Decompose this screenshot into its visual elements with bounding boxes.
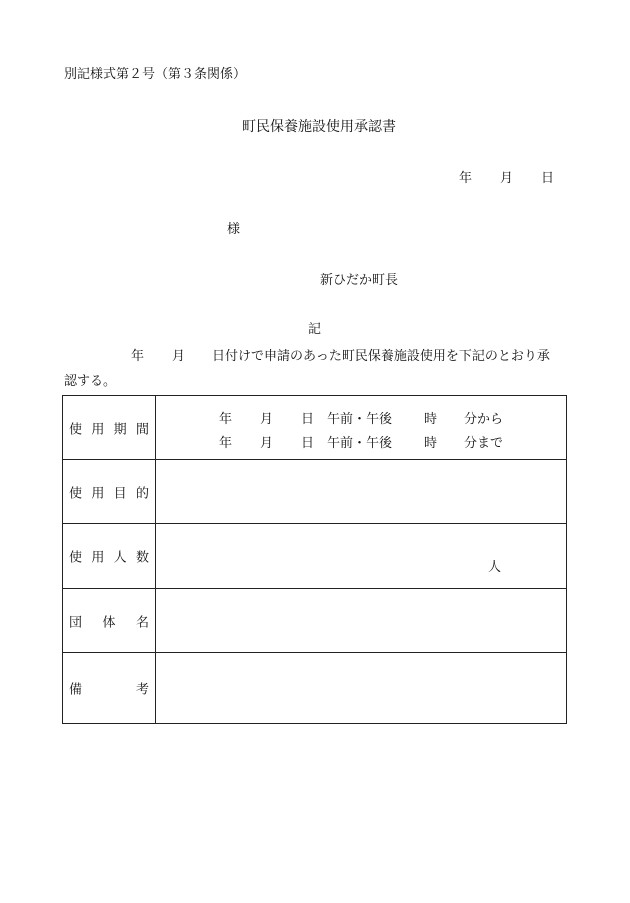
count-label-cell bbox=[63, 524, 156, 589]
count-label bbox=[69, 547, 149, 566]
period-label bbox=[69, 418, 149, 437]
label-char: 備 bbox=[69, 682, 83, 698]
group-label bbox=[69, 611, 149, 630]
period-from-day: 日 bbox=[301, 412, 315, 427]
label-char: 団 bbox=[69, 615, 83, 630]
count-value-cell[interactable] bbox=[156, 524, 567, 589]
table-row-count bbox=[63, 524, 567, 589]
label-char: 期 bbox=[113, 422, 127, 437]
form-number-label: 別記様式第２号（第３条関係） bbox=[64, 67, 247, 82]
period-from-hour: 時 bbox=[424, 412, 438, 427]
statement-year: 年 bbox=[131, 349, 145, 364]
addressee-suffix: 様 bbox=[227, 222, 241, 237]
label-char: 名 bbox=[135, 615, 149, 630]
label-char: 使 bbox=[69, 422, 83, 437]
table-row-period bbox=[63, 396, 567, 460]
label-char: 考 bbox=[135, 682, 149, 698]
table-row-remarks bbox=[63, 653, 567, 724]
issuer-name: 新ひだか町長 bbox=[320, 273, 399, 288]
label-char: 用 bbox=[91, 486, 105, 501]
period-label-cell bbox=[63, 396, 156, 460]
date-year-label: 年 bbox=[459, 171, 473, 186]
label-char: 使 bbox=[69, 550, 83, 566]
group-label-cell bbox=[63, 589, 156, 653]
label-char: 用 bbox=[91, 550, 105, 566]
period-to-year: 年 bbox=[219, 436, 233, 451]
statement-text-line2: 認する。 bbox=[64, 374, 117, 389]
table-row-purpose bbox=[63, 460, 567, 524]
purpose-label bbox=[69, 482, 149, 501]
date-day-label: 日 bbox=[541, 171, 555, 186]
table-row-group bbox=[63, 589, 567, 653]
label-char: 人 bbox=[113, 550, 127, 566]
period-from-year: 年 bbox=[219, 412, 233, 427]
ki-heading: 記 bbox=[308, 322, 322, 337]
group-value-cell[interactable] bbox=[156, 589, 567, 653]
purpose-value-cell[interactable] bbox=[156, 460, 567, 524]
approval-table bbox=[62, 395, 567, 724]
remarks-label bbox=[69, 679, 149, 698]
purpose-label-cell bbox=[63, 460, 156, 524]
statement-month: 月 bbox=[172, 349, 186, 364]
label-char: 的 bbox=[135, 486, 149, 501]
label-char: 体 bbox=[102, 615, 116, 630]
remarks-label-cell bbox=[63, 653, 156, 724]
label-char: 間 bbox=[135, 422, 149, 437]
period-to-ampm: 午前・午後 bbox=[327, 436, 393, 451]
statement-text: 日付けで申請のあった町民保養施設使用を下記のとおり承 bbox=[212, 349, 550, 364]
period-to-minute: 分まで bbox=[464, 436, 504, 451]
document-title: 町民保養施設使用承認書 bbox=[242, 119, 396, 135]
period-to-day: 日 bbox=[301, 436, 315, 451]
remarks-value-cell[interactable] bbox=[156, 653, 567, 724]
count-unit: 人 bbox=[488, 560, 502, 575]
label-char: 使 bbox=[69, 486, 83, 501]
period-to-hour: 時 bbox=[424, 436, 438, 451]
label-char: 用 bbox=[91, 422, 105, 437]
date-month-label: 月 bbox=[500, 171, 514, 186]
label-char: 数 bbox=[135, 550, 149, 566]
period-value-cell[interactable] bbox=[156, 396, 567, 460]
period-from-month: 月 bbox=[260, 412, 274, 427]
period-from-minute: 分から bbox=[464, 412, 504, 427]
period-from-ampm: 午前・午後 bbox=[327, 412, 393, 427]
label-char: 目 bbox=[113, 486, 127, 501]
period-to-month: 月 bbox=[260, 436, 274, 451]
